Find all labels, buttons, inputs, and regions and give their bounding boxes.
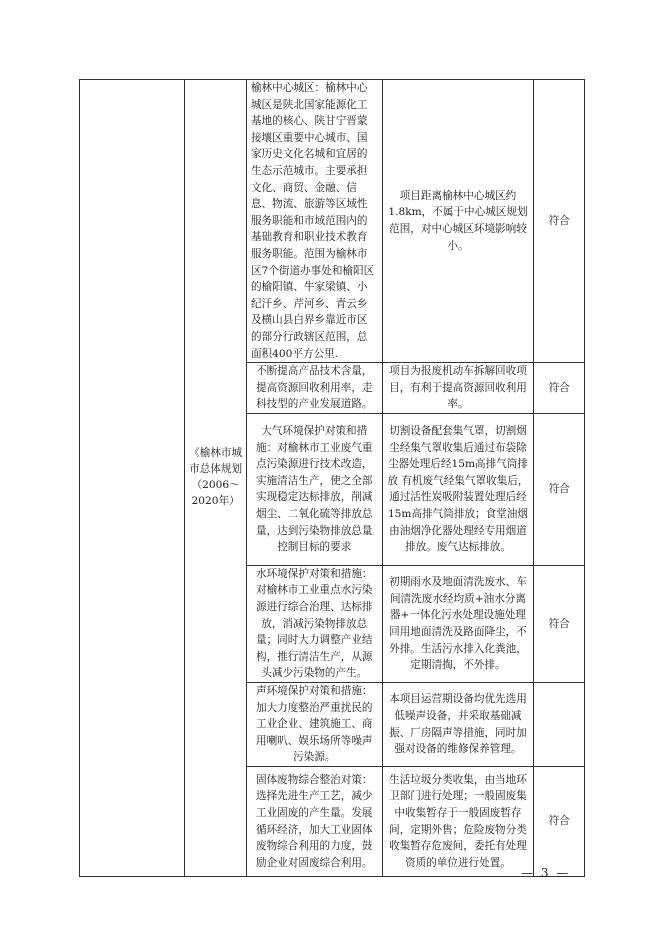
requirement-cell xyxy=(246,683,382,767)
result-text: 符合 xyxy=(548,381,570,394)
project-text: 切割设备配套集气罩，切割烟尘经集气罩收集后通过布袋除尘器处理后经15m高排气筒排放 有机废气经集气罩收集后，通过活性炭吸附装置处理后经15m高排气筒排放；食堂油烟由油烟净化器处理经专用烟道排放。废气达标排放。 xyxy=(387,425,529,554)
requirement-text: 水环境保护对策和措施：对榆林市工业重点水污染源进行综合治理、达标排放，消减污染物排放总量；同时大力调整产业结构，推行清洁生产，从源头减少污染物的产生。 xyxy=(256,567,373,680)
requirement-text: 不断提高产品技术含量，提高资源回收利用率，走科技型的产业发展道路。 xyxy=(256,365,373,411)
result-text: 符合 xyxy=(548,815,570,828)
requirement-text: 固体废物综合整治对策：选择先进生产工艺，减少工业固废的产生量。发展循环经济，加大工业固体废物综合利用的力度，鼓励企业对固废综合利用。 xyxy=(256,773,373,869)
project-text: 项目距离榆林中心城区约1.8km，不属于中心城区规划范围，对中心城区环境影响较小。 xyxy=(388,189,528,252)
requirement-text: 大气环境保护对策和措施：对榆林市工业废气重点污染源进行技术改造，实施清洁生产，使之全部实现稳定达标排放，削减烟尘、二氧化硫等排放总量，达到污染物排放总量控制目标的要求 xyxy=(256,425,373,554)
requirement-text: 声环境保护对策和措施：加大力度整治严重扰民的工业企业、建筑施工、商用喇叭、娱乐场所等噪声污染源。 xyxy=(256,685,373,764)
requirement-cell xyxy=(246,565,382,682)
project-text: 项目为报废机动车拆解回收项目，有利于提高资源回收利用率。 xyxy=(389,365,527,411)
plan-name: 《榆林市城市总体规划（2006～2020年） xyxy=(189,447,243,507)
project-cell xyxy=(382,767,534,877)
requirement-text: 榆林中心城区：榆林中心城区是陕北国家能源化工基地的核心、陕甘宁晋蒙接壤区重要中心城市、国家历史文化名城和宜居的生态示范城市。主要承担文化、商贸、金融、信息、物流、旅游等区域性服务职能和市域范围内的基础教育和职业技术教育服务职能。范围为榆林市区7个街道办事处和榆阳区的榆阳镇、牛家梁镇、小纪汗乡、芹河乡、青云乡及横山县白界乡靠近市区的部分行政辖区范围，总面积400平方公里. xyxy=(250,82,375,360)
result-cell xyxy=(534,565,585,682)
requirement-cell xyxy=(246,767,382,877)
result-cell xyxy=(534,767,585,877)
page-number: — 3 — xyxy=(521,866,571,880)
requirement-cell xyxy=(246,363,382,414)
result-cell xyxy=(534,363,585,414)
requirement-cell xyxy=(246,413,382,565)
project-cell xyxy=(382,363,534,414)
result-text: 符合 xyxy=(548,617,570,630)
table-row xyxy=(80,80,585,363)
result-cell xyxy=(534,683,585,767)
project-text: 生活垃圾分类收集，由当地环卫部门进行处理；一般固废集中收集暂存于一般固废暂存间，定期外售；危险废物分类收集暂存危废间，委托有处理资质的单位进行处置。 xyxy=(389,773,527,869)
project-cell xyxy=(382,80,534,363)
project-text: 初期雨水及地面清洗废水、车间清洗废水经均质+油水分离器+一体化污水处理设施处理回用地面清洗及路面降尘，不外排。生活污水排入化粪池，定期清掏，不外排。 xyxy=(389,576,527,672)
project-cell xyxy=(382,565,534,682)
result-text: 符合 xyxy=(548,214,570,227)
project-cell xyxy=(382,683,534,767)
plan-name-cell xyxy=(185,80,247,877)
requirement-cell xyxy=(246,80,382,363)
project-text: 本项目运营期设备均优先选用低噪声设备，并采取基础减振、厂房隔声等措施，同时加强对设备的维修保养管理。 xyxy=(389,693,527,756)
compliance-table xyxy=(79,79,585,877)
blank-category-cell xyxy=(80,80,185,877)
result-cell xyxy=(534,80,585,363)
result-text: 符合 xyxy=(548,483,570,496)
project-cell xyxy=(382,413,534,565)
result-cell xyxy=(534,413,585,565)
